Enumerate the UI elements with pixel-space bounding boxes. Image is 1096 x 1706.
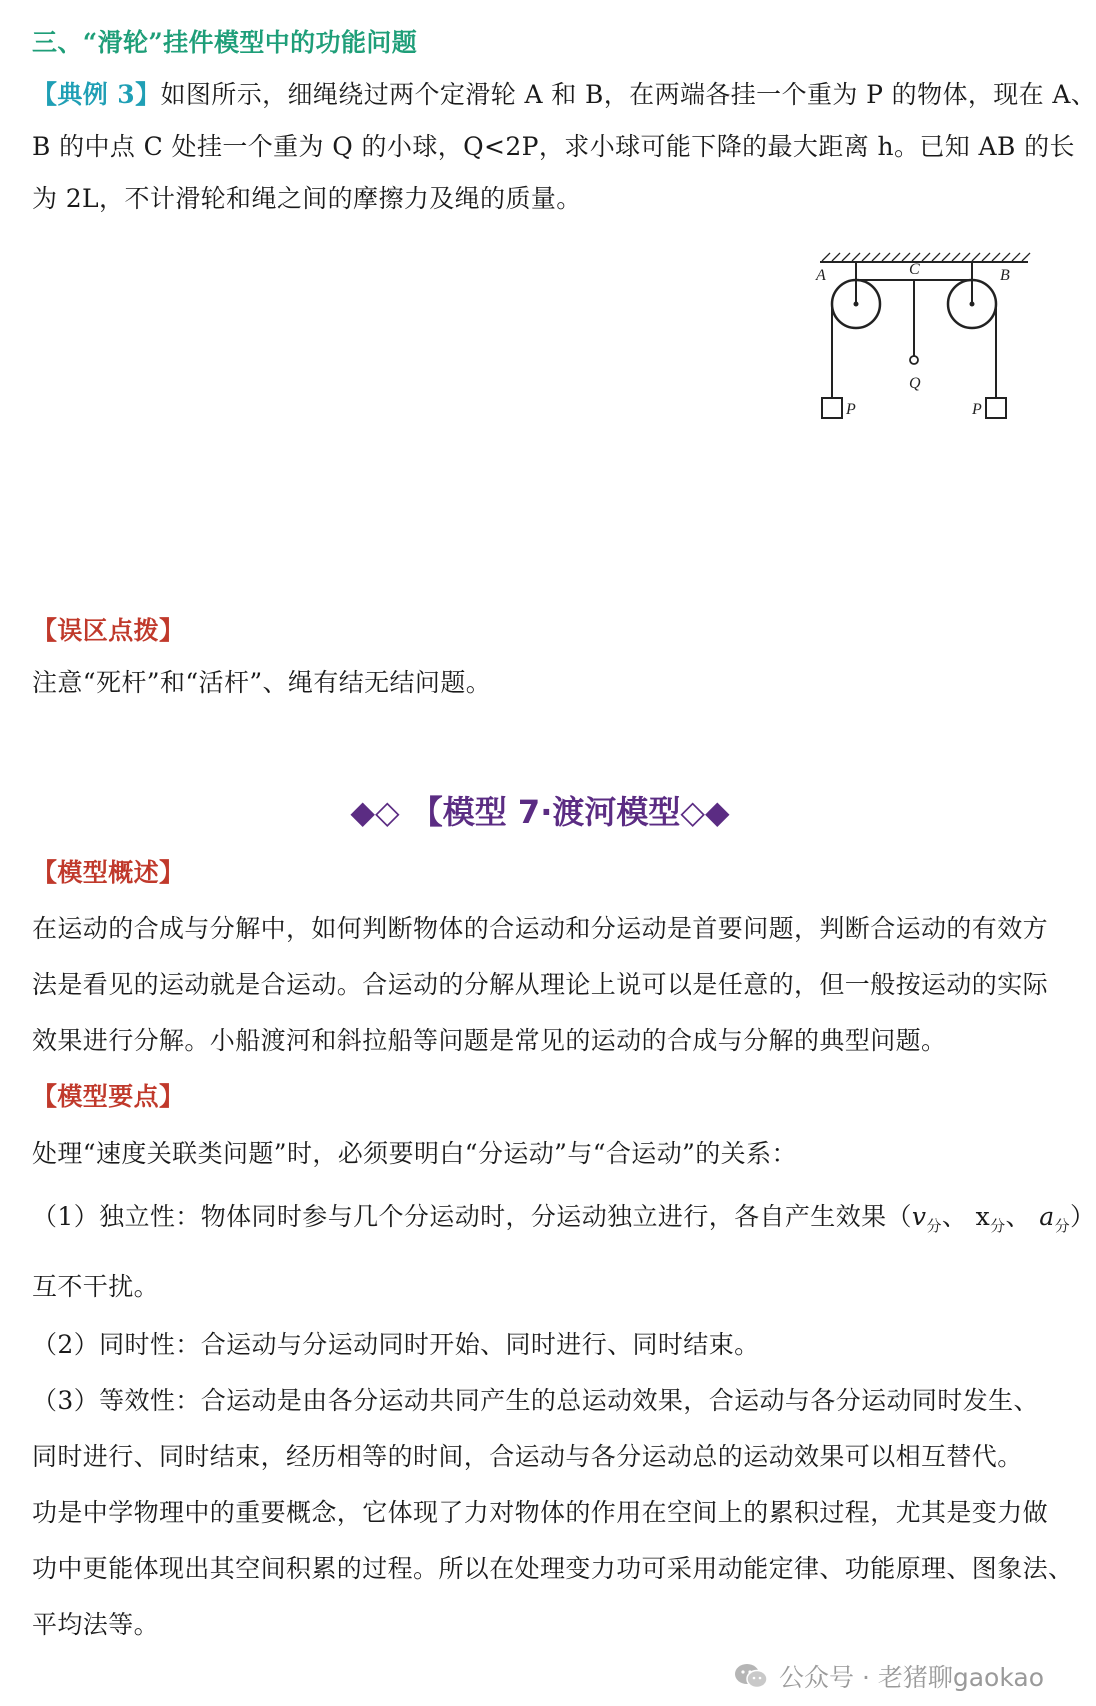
- example-3-line-2: B 的中点 C 处挂一个重为 Q 的小球，Q<2P，求小球可能下降的最大距离 h。已知 AB 的长: [32, 132, 1075, 161]
- overview-line-2: 法是看见的运动就是合运动。合运动的分解从理论上说可以是任意的，但一般按运动的实际: [32, 970, 1049, 999]
- overview-line-3: 效果进行分解。小船渡河和斜拉船等问题是常见的运动的合成与分解的典型问题。: [32, 1026, 947, 1055]
- watermark-text: 公众号 · 老猪聊gaokao: [779, 1663, 1044, 1692]
- label-b: B: [1000, 267, 1010, 284]
- overview-line-1: 在运动的合成与分解中，如何判断物体的合运动和分运动是首要问题，判断合运动的有效方: [32, 914, 1049, 943]
- title-deco-right: ◇◆: [680, 793, 730, 831]
- label-p-left: P: [846, 401, 856, 418]
- model-title-text: 【模型 7·渡河模型: [410, 793, 681, 831]
- label-q: Q: [909, 375, 921, 392]
- example-3-line-1: [32, 78, 1096, 112]
- ceiling-hatch: [822, 253, 1030, 261]
- title-deco-left: ◆◇: [350, 793, 400, 831]
- keypoint-1: （1）独立性：物体同时参与几个分运动时，分运动独立进行，各自产生效果（$v_分$、 $x_分$、 $a_分$）: [32, 1202, 1096, 1235]
- symbol-x: x: [975, 1202, 991, 1231]
- wechat-icon: [733, 1662, 769, 1690]
- keypoint-3-line-2: 同时进行、同时结束，经历相等的时间，合运动与各分运动总的运动效果可以相互替代。: [32, 1442, 1023, 1471]
- pulley-figure: [800, 252, 1060, 422]
- keypoints-heading: 【模型要点】: [32, 1082, 185, 1111]
- watermark: [733, 1658, 1044, 1694]
- weight-right: [986, 398, 1006, 418]
- keypoint-2: （2）同时性：合运动与分运动同时开始、同时进行、同时结束。: [32, 1330, 760, 1359]
- pitfall-text: 注意“死杆”和“活杆”、绳有结无结问题。: [32, 668, 492, 697]
- paragraph-line-1: 功是中学物理中的重要概念，它体现了力对物体的作用在空间上的累积过程，尤其是变力做: [32, 1498, 1049, 1527]
- model-title: [0, 792, 1080, 832]
- keypoint-1-text: （1）独立性：物体同时参与几个分运动时，分运动独立进行，各自产生效果（: [32, 1202, 912, 1231]
- subscript-a: 分: [1054, 1217, 1071, 1235]
- example-tag: 【典例 3】: [32, 80, 161, 109]
- label-c: C: [909, 261, 920, 278]
- section-title: 三、“滑轮”挂件模型中的功能问题: [32, 28, 418, 57]
- weight-left: [822, 398, 842, 418]
- keypoints-intro: 处理“速度关联类问题”时，必须要明白“分运动”与“合运动”的关系：: [32, 1139, 797, 1168]
- ball-q: [910, 356, 918, 364]
- example-3-line-3: 为 2L，不计滑轮和绳之间的摩擦力及绳的质量。: [32, 184, 582, 213]
- keypoint-3-line-1: （3）等效性：合运动是由各分运动共同产生的总运动效果，合运动与各分运动同时发生、: [32, 1386, 1039, 1415]
- pitfall-heading: 【误区点拨】: [32, 616, 185, 645]
- paragraph-line-2: 功中更能体现出其空间积累的过程。所以在处理变力功可采用动能定律、功能原理、图象法、: [32, 1554, 1074, 1583]
- symbol-v: v: [911, 1202, 927, 1231]
- example-text-1: 如图所示，细绳绕过两个定滑轮 A 和 B，在两端各挂一个重为 P 的物体，现在 A、: [160, 80, 1096, 109]
- subscript-v: 分: [926, 1217, 942, 1235]
- label-p-right: P: [972, 401, 982, 418]
- subscript-x: 分: [990, 1217, 1006, 1235]
- label-a: A: [816, 267, 826, 284]
- keypoint-1-cont: 互不干扰。: [32, 1272, 160, 1301]
- symbol-a: a: [1039, 1202, 1055, 1231]
- overview-heading: 【模型概述】: [32, 858, 185, 887]
- paragraph-line-3: 平均法等。: [32, 1610, 160, 1639]
